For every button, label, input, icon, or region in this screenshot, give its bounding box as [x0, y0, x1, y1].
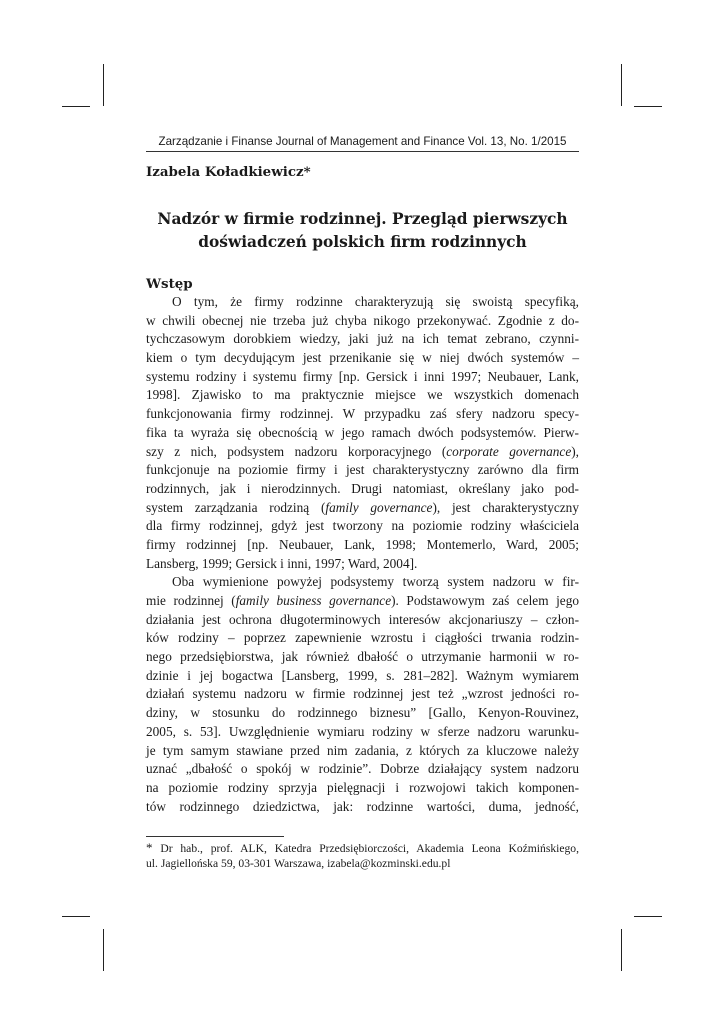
paragraph-line: rodzinnych, jak i nierodzinnych. Drugi natomiast, określany jako pod- — [146, 480, 579, 496]
paragraph-line: dzinie i jej bogactwa [Lansberg, 1999, s. 281–282]. Ważnym wymiarem — [146, 667, 579, 683]
paragraph-line: kiem o tym decydującym jest przenikanie się w niej dwóch systemów – — [146, 350, 579, 366]
paragraph-line: tów rodzinnego dziedzictwa, jak: rodzinne wartości, duma, jedność, — [146, 798, 579, 814]
paragraph-line: fika ta wyraża się obecnością w jego ramach dwóch podsystemów. Pierw- — [146, 424, 579, 440]
paragraph-line: dla firmy rodzinnej, gdyż jest tworzony na poziomie rodziny właściciela — [146, 518, 579, 534]
paragraph-line: je tym samym stawiane przed nim zadania, z których za kluczowe należy — [146, 742, 579, 758]
paragraph-line: uznać „dbałość o spokój w rodzinie”. Dobrze działający system nadzoru — [146, 761, 579, 777]
article-title-line: Nadzór w firmie rodzinnej. Przegląd pierwszych — [157, 210, 568, 228]
crop-mark-bottom-right-horizontal — [634, 916, 662, 917]
footnote — [146, 840, 579, 872]
footnote-line — [146, 840, 579, 856]
paragraph-line: O tym, że firmy rodzinne charakteryzują się swoistą specyfiką, — [172, 294, 579, 309]
paragraph-line: funkcjonowania firmy rodzinnej. W przypadku zaś sfery nadzoru specy- — [146, 406, 579, 422]
running-head: Zarządzanie i Finanse Journal of Management and Finance Vol. 13, No. 1/2015 — [158, 135, 567, 148]
body-text — [146, 293, 579, 816]
crop-mark-top-left-horizontal — [62, 106, 90, 107]
paragraph-line: nego przedsiębiorstwa, jak również dbałość o utrzymanie harmonii w ro- — [146, 649, 579, 665]
footnote-line: ul. Jagiellońska 59, 03-301 Warszawa, izabela@kozminski.edu.pl — [146, 857, 451, 870]
footnote-mark: * — [146, 840, 153, 855]
article-title — [146, 208, 579, 254]
paragraph-line: działań systemu nadzoru w firmie rodzinnej jest też „wzrost jedności ro- — [146, 686, 579, 702]
paragraph-line: 1998]. Zjawisko to ma praktycznie miejsce we wszystkich domenach — [146, 387, 579, 403]
article-title-line: doświadczeń polskich firm rodzinnych — [198, 233, 527, 251]
running-head-rule — [146, 151, 579, 152]
paragraph-line: na poziomie rodziny sprzyja pielęgnacji i rozwojowi takich komponen- — [146, 779, 579, 795]
crop-mark-top-right-horizontal — [634, 106, 662, 107]
paragraph-line: firmy rodzinnej [np. Neubauer, Lank, 1998; Montemerlo, Ward, 2005; — [146, 536, 579, 552]
paragraph-line: dziny, w stosunku do rodzinnego biznesu” [Gallo, Kenyon-Rouvinez, — [146, 705, 579, 721]
author-name: Izabela Koładkiewicz* — [146, 164, 311, 180]
paragraph-line: ków rodziny – poprzez zapewnienie wzrostu i ciągłości trwania rodzin- — [146, 630, 579, 646]
footnote-text: Dr hab., prof. ALK, Katedra Przedsiębiorczości, Akademia Leona Koźmińskiego, — [152, 842, 579, 855]
paragraph-line: system zarządzania rodziną (family governance), jest charakterystyczny — [146, 499, 579, 515]
crop-mark-bottom-right-vertical — [621, 929, 622, 971]
footnote-rule — [146, 836, 284, 837]
crop-mark-top-right-vertical — [621, 64, 622, 106]
paragraph-line: tychczasowym dorobkiem wiedzy, jaki już na ich temat zebrano, czynni- — [146, 331, 579, 347]
paragraph-line: szy z nich, podsystem nadzoru korporacyjnego (corporate governance), — [146, 443, 579, 459]
paragraph-line: 2005, s. 53]. Uwzględnienie wymiaru rodziny w sferze nadzoru warunku- — [146, 723, 579, 739]
section-heading: Wstęp — [146, 276, 193, 292]
paragraph-line: działania jest ochrona długoterminowych interesów akcjonariuszy – człon- — [146, 611, 579, 627]
paragraph-line: w chwili obecnej nie trzeba już chyba nikogo przekonywać. Zgodnie z do- — [146, 312, 579, 328]
paragraph-line: Oba wymienione powyżej podsystemy tworzą system nadzoru w fir- — [172, 574, 579, 590]
paragraph-line: funkcjonuje na poziomie firmy i jest charakterystyczny zarówno dla firm — [146, 462, 579, 478]
crop-mark-bottom-left-horizontal — [62, 916, 90, 917]
paragraph-line: Lansberg, 1999; Gersick i inni, 1997; Ward, 2004]. — [146, 555, 418, 571]
crop-mark-top-left-vertical — [103, 64, 104, 106]
paragraph-line: mie rodzinnej (family business governance). Podstawowym zaś celem jego — [146, 593, 579, 608]
crop-mark-bottom-left-vertical — [103, 929, 104, 971]
paragraph-line: systemu rodziny i systemu firmy [np. Gersick i inni 1997; Neubauer, Lank, — [146, 368, 579, 384]
